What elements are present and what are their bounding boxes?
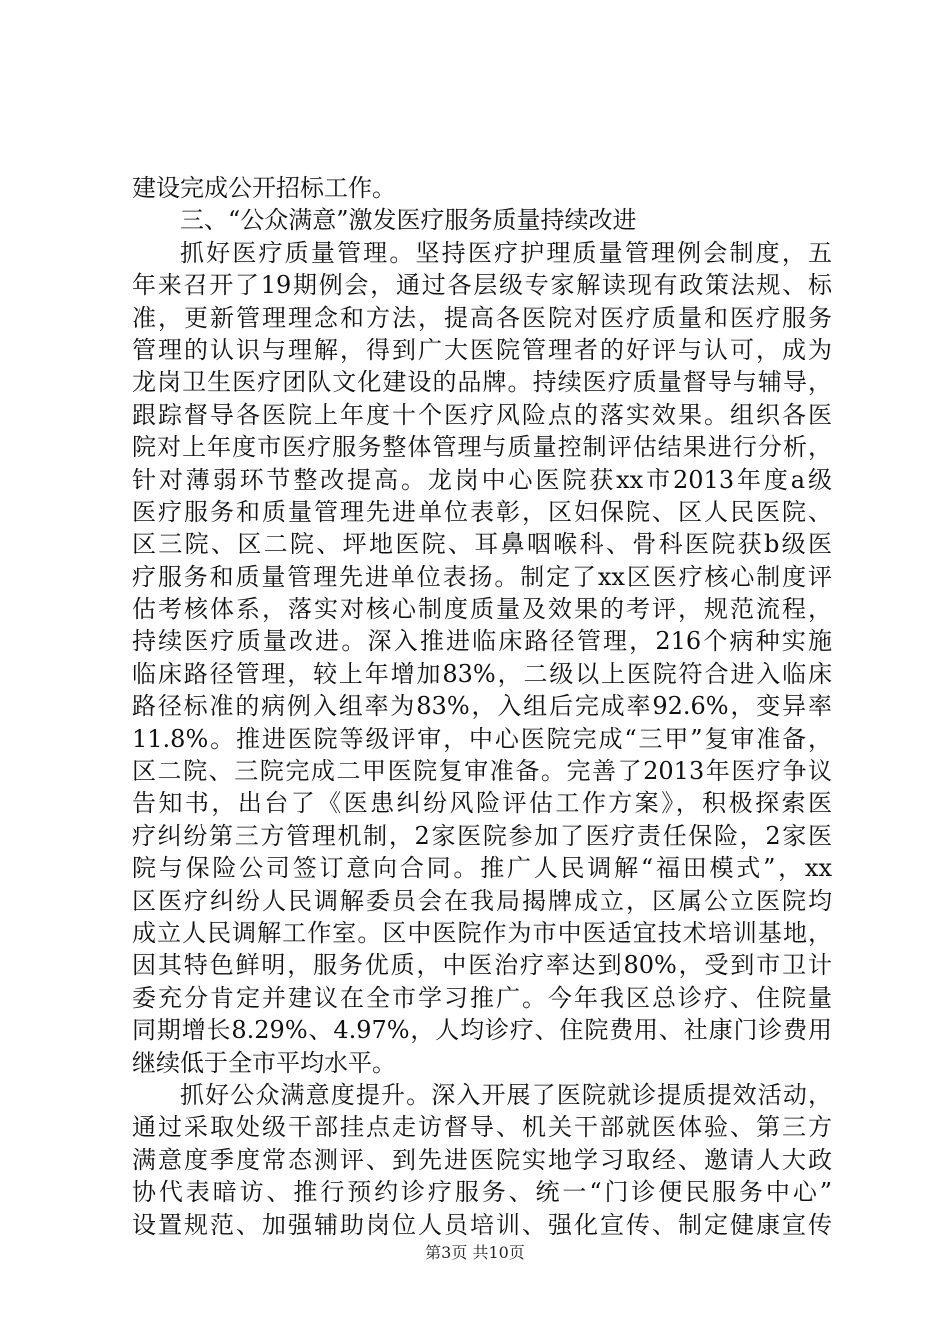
text-line: 抓好医疗质量管理。坚持医疗护理质量管理例会制度，五: [180, 238, 832, 267]
text-line: 疗服务和质量管理先进单位表扬。制定了xx区医疗核心制度评: [132, 562, 832, 591]
text-line: 同期增长8.29%、4.97%，人均诊疗、住院费用、社康门诊费用: [132, 1016, 832, 1045]
text-line: 三、“公众满意”激发医疗服务质量持续改进: [180, 206, 637, 235]
text-line: 管理的认识与理解，得到广大医院管理者的好评与认可，成为: [132, 335, 832, 364]
text-line: 路径标准的病例入组率为83%，入组后完成率92.6%，变异率: [132, 692, 832, 721]
text-line: 跟踪督导各医院上年度十个医疗风险点的落实效果。组织各医: [132, 400, 832, 429]
text-line: 持续医疗质量改进。深入推进临床路径管理，216个病种实施: [132, 627, 832, 656]
text-line: 疗纠纷第三方管理机制，2家医院参加了医疗责任保险，2家医: [132, 821, 832, 850]
text-line: 年来召开了19期例会，通过各层级专家解读现有政策法规、标: [132, 271, 832, 300]
text-line: 医疗服务和质量管理先进单位表彰，区妇保院、区人民医院、: [132, 497, 832, 526]
text-line: 继续低于全市平均水平。: [132, 1048, 396, 1077]
text-line: 抓好公众满意度提升。深入开展了医院就诊提质提效活动，: [180, 1080, 832, 1109]
text-line: 成立人民调解工作室。区中医院作为市中医适宜技术培训基地，: [132, 918, 832, 947]
text-line: 估考核体系，落实对核心制度质量及效果的考评，规范流程，: [132, 595, 832, 624]
text-line: 针对薄弱环节整改提高。龙岗中心医院获xx市2013年度a级: [132, 465, 832, 494]
text-line: 11.8%。推进医院等级评审，中心医院完成“三甲”复审准备，: [132, 724, 832, 753]
text-line: 因其特色鲜明，服务优质，中医治疗率达到80%，受到市卫计: [132, 951, 832, 980]
text-line: 区二院、三院完成二甲医院复审准备。完善了2013年医疗争议: [132, 757, 832, 786]
text-line: 院与保险公司签订意向合同。推广人民调解“福田模式”，xx: [132, 854, 832, 883]
page-footer: 第3页 共10页: [425, 1243, 525, 1262]
text-line: 准，更新管理理念和方法，提高各医院对医疗质量和医疗服务: [132, 303, 832, 332]
text-line: 协代表暗访、推行预约诊疗服务、统一“门诊便民服务中心”: [132, 1178, 832, 1207]
text-line: 区三院、区二院、坪地医院、耳鼻咽喉科、骨科医院获b级医: [132, 530, 832, 559]
text-line: 设置规范、加强辅助岗位人员培训、强化宣传、制定健康宣传: [132, 1210, 832, 1239]
text-line: 通过采取处级干部挂点走访督导、机关干部就医体验、第三方: [132, 1113, 832, 1142]
document-body: [132, 172, 832, 1241]
text-line: 满意度季度常态测评、到先进医院实地学习取经、邀请人大政: [132, 1145, 832, 1174]
text-line: 区医疗纠纷人民调解委员会在我局揭牌成立，区属公立医院均: [132, 886, 832, 915]
text-line: 委充分肯定并建议在全市学习推广。今年我区总诊疗、住院量: [132, 983, 832, 1012]
text-line: 告知书，出台了《医患纠纷风险评估工作方案》，积极探索医: [132, 789, 832, 818]
text-line: 院对上年度市医疗服务整体管理与质量控制评估结果进行分析，: [132, 433, 832, 462]
text-line: 建设完成公开招标工作。: [132, 174, 396, 202]
text-line: 龙岗卫生医疗团队文化建设的品牌。持续医疗质量督导与辅导，: [132, 368, 832, 397]
text-line: 临床路径管理，较上年增加83%，二级以上医院符合进入临床: [132, 659, 832, 688]
